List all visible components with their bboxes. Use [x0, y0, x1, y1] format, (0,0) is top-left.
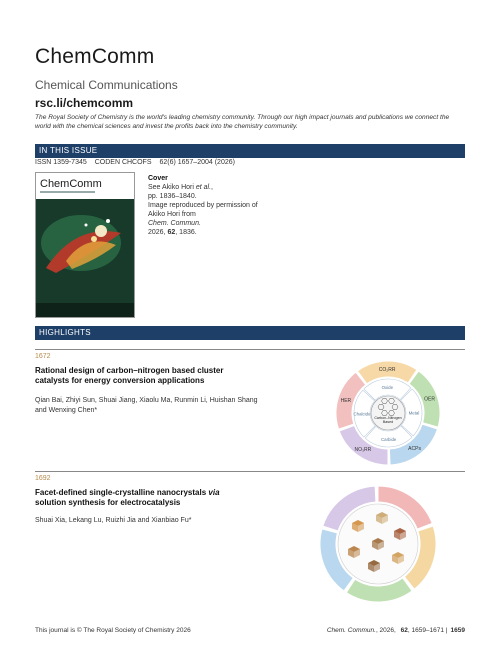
cover-heading: Cover — [148, 175, 168, 182]
journal-brand: ChemComm — [35, 45, 155, 68]
cover-see-line: See Akiko Hori et al., — [148, 184, 213, 191]
cover-citation: Chem. Commun. 2026, 62, 1836. — [148, 220, 201, 236]
issue-identifiers — [35, 159, 241, 166]
highlight-graphic-nanocrystals — [303, 482, 453, 612]
volume-info: 62(6) 1657–2004 (2026) — [159, 159, 235, 166]
divider — [35, 349, 465, 350]
journal-page — [35, 0, 465, 655]
highlights-banner: HIGHLIGHTS — [35, 326, 465, 340]
wheel-outer-label: NO₃RR — [354, 447, 372, 454]
cover-art — [36, 173, 134, 317]
page-footer — [35, 627, 465, 634]
wheel-inner-label: Carbide — [380, 436, 397, 442]
footer-citation: Chem. Commun., 2026, 62, 1659–1671 | 1659 — [326, 627, 465, 634]
wheel-inner-label: Oxide — [381, 385, 394, 391]
in-this-issue-banner: IN THIS ISSUE — [35, 144, 465, 158]
wheel-outer-label: OER — [424, 396, 435, 403]
highlight-page-number: 1692 — [35, 475, 51, 482]
wheel-center — [371, 396, 405, 430]
journal-url[interactable]: rsc.li/chemcomm — [35, 96, 134, 110]
highlight-authors: Qian Bai, Zhiyi Sun, Shuai Jiang, Xiaolu Ma, Runmin Li, Huishan Shang and Wenxing Chen* — [35, 397, 258, 414]
wheel-outer-label: ACPs — [408, 446, 421, 453]
wheel-outer-label: CO₂RR — [378, 367, 396, 374]
footer-page-number: 1659 — [450, 627, 465, 634]
highlight-authors: Shuai Xia, Lekang Lu, Ruizhi Jia and Xianbiao Fu* — [35, 517, 192, 524]
footer-copyright: This journal is © The Royal Society of Chemistry 2026 — [35, 627, 191, 634]
cover-pages: pp. 1836–1840. — [148, 193, 197, 200]
wheel-center-label: Carbon–Nitrogen — [374, 416, 402, 420]
cover-credit: Image reproduced by permission of Akiko Hori from — [148, 202, 258, 218]
mission-statement: The Royal Society of Chemistry is the world's leading chemistry community. Through our high impact journals and publications we connect the world with the chemical sciences and invest the profits back into the chemistry community. — [35, 114, 450, 130]
coden: CODEN CHCOFS — [94, 159, 152, 166]
cover-caption — [148, 174, 258, 237]
wheel-outer-label: HER — [340, 398, 352, 405]
cover-thumbnail[interactable] — [35, 172, 135, 318]
wheel-inner-label: Chalcide — [353, 411, 371, 417]
cover-thumb-title: ChemComm — [40, 178, 102, 190]
highlight-title[interactable]: Rational design of carbon–nitrogen based cluster catalysts for energy conversion applications — [35, 366, 224, 385]
journal-subtitle: Chemical Communications — [35, 78, 178, 92]
highlight-graphic-wheel — [318, 358, 458, 468]
wheel-center-label: Based — [382, 420, 394, 424]
wheel-inner-label: Metal — [408, 410, 420, 416]
highlight-title[interactable]: Facet-defined single-crystalline nanocrystals via solution synthesis for electrocatalysis — [35, 488, 220, 507]
highlight-page-number: 1672 — [35, 353, 51, 360]
divider — [35, 471, 465, 472]
issn: ISSN 1359-7345 — [35, 159, 87, 166]
